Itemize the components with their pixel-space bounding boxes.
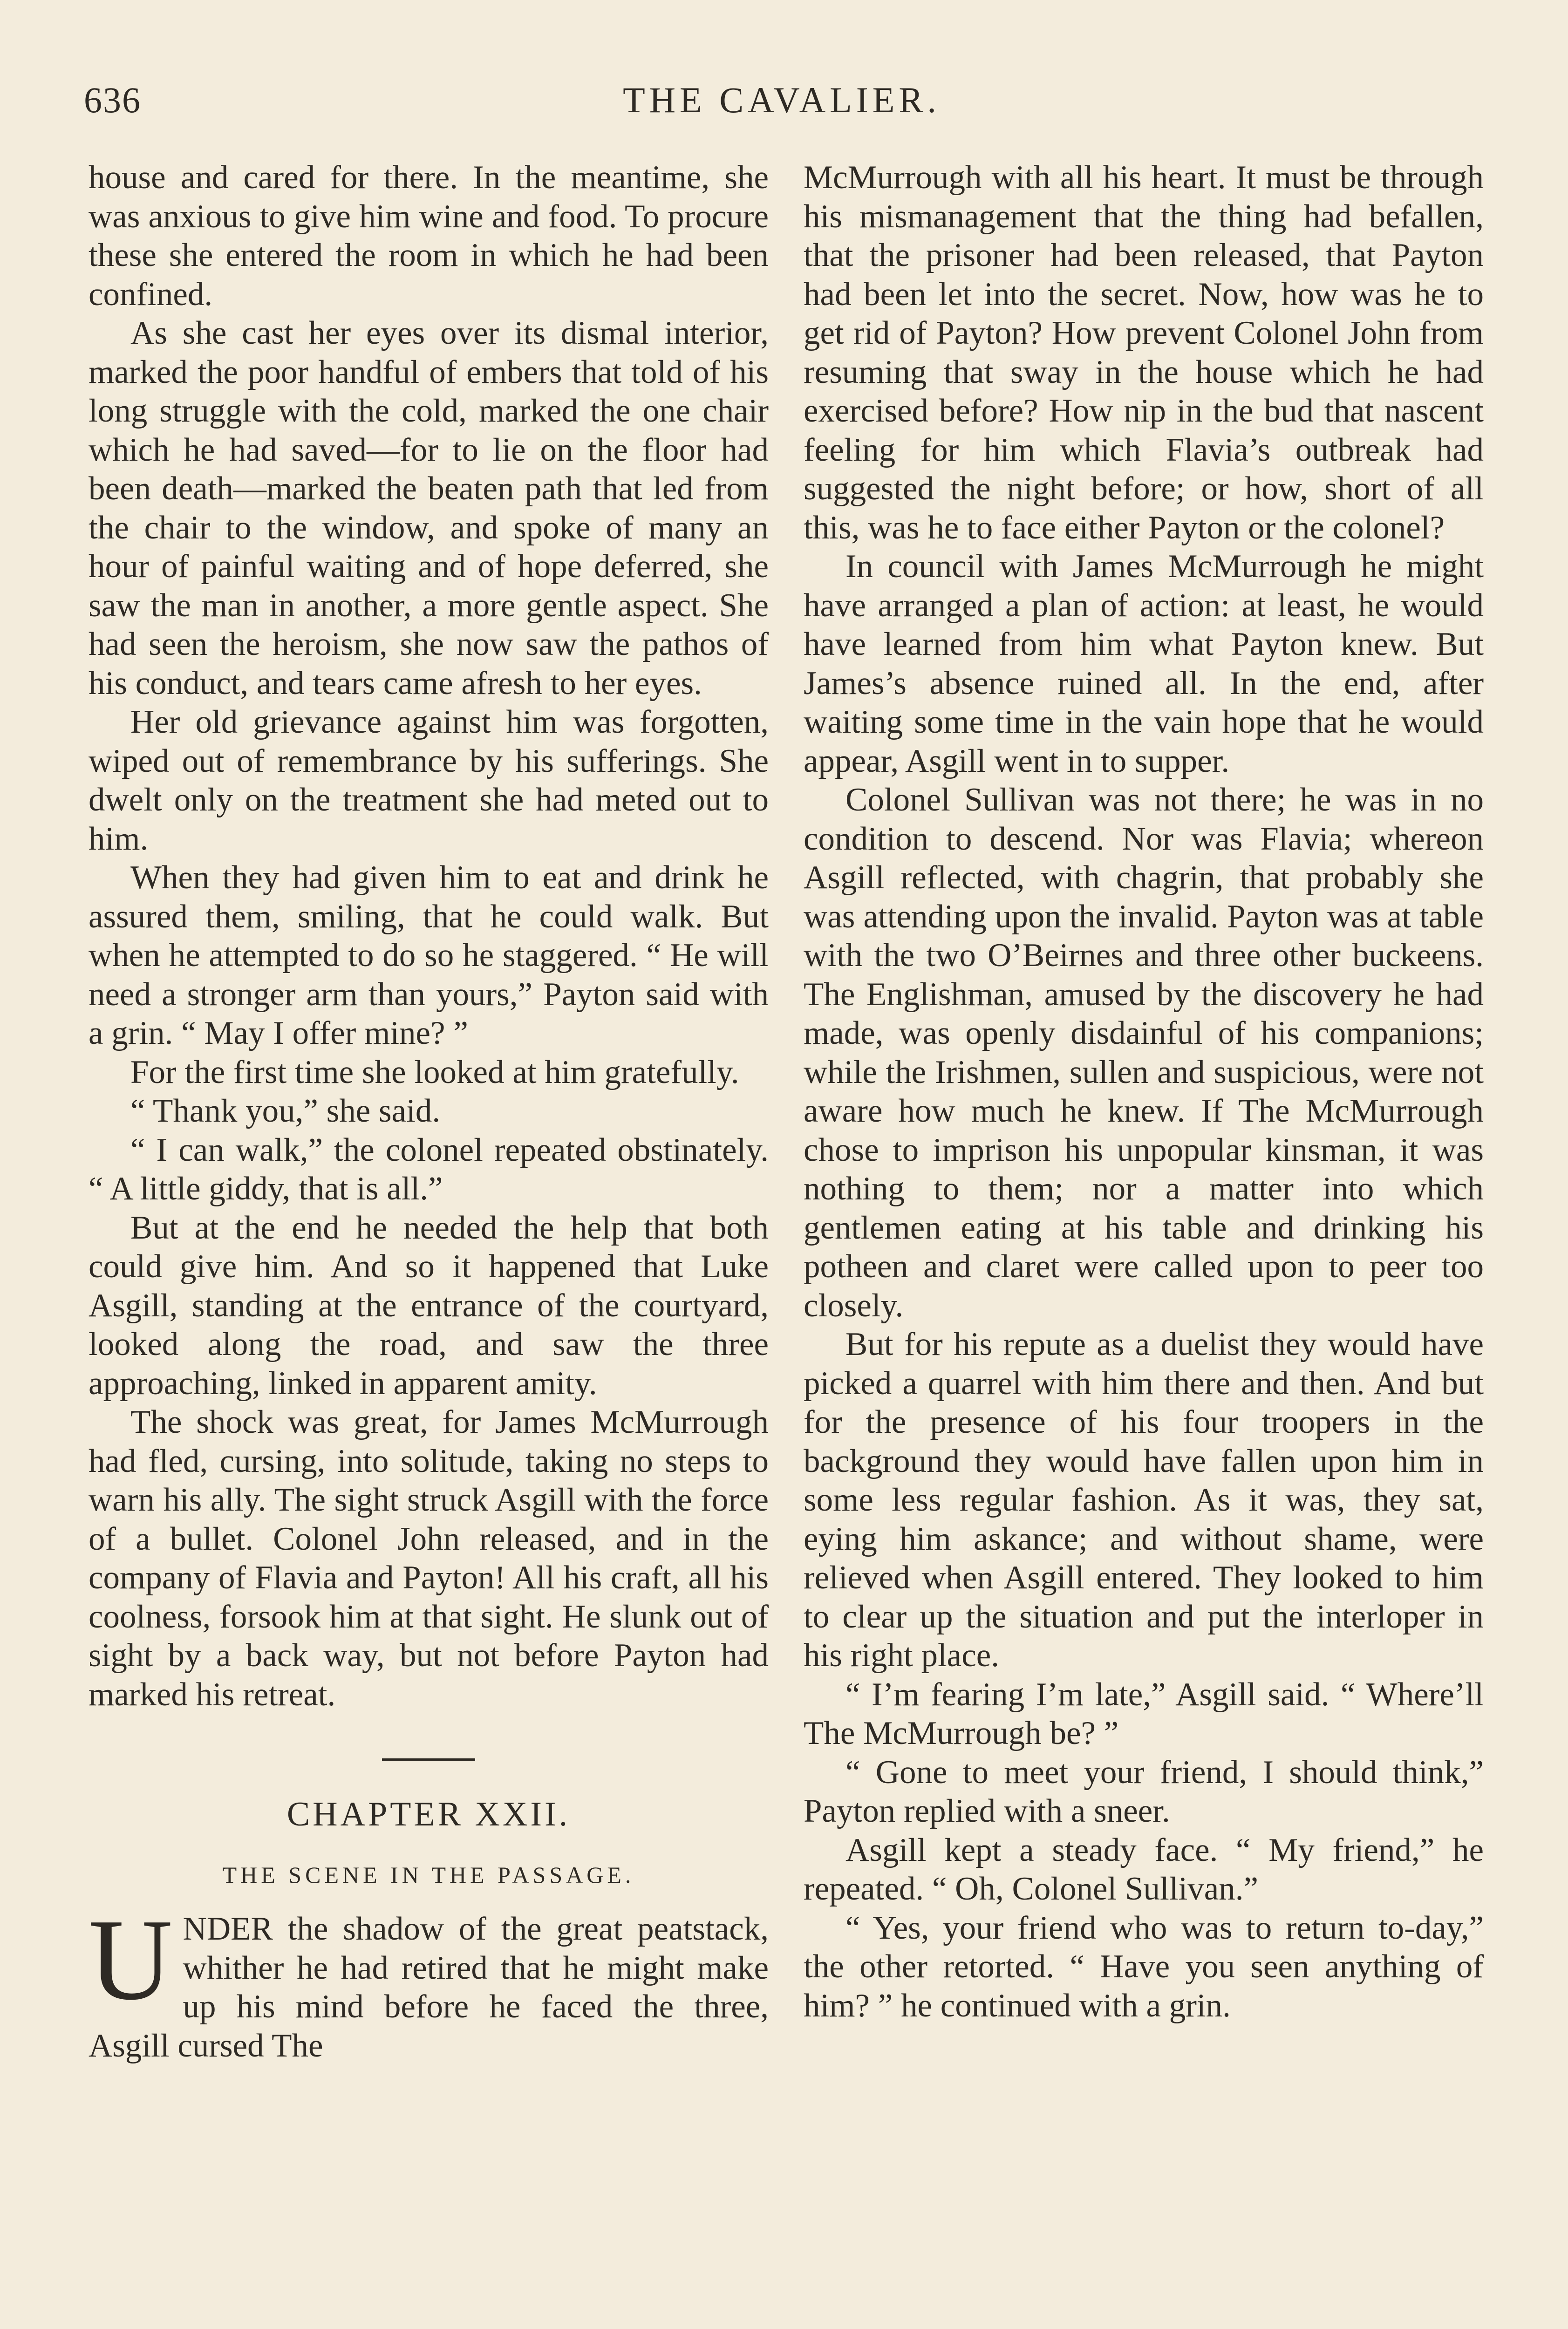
left-column <box>89 158 769 2065</box>
chapter-subtitle: THE SCENE IN THE PASSAGE. <box>222 1862 635 1888</box>
paragraph: For the first time she looked at him gratefully. <box>130 1054 739 1090</box>
paragraph: Her old grievance against him was forgotten, wiped out of remembrance by his sufferings. She dwelt only on the treatment she had meted out to him. <box>89 704 769 857</box>
paragraph: But for his repute as a duelist they would have picked a quarrel with him there and then. And but for the presence of his four troopers in the background they would have fallen upon him in some less regular fashion. As it was, they sat, eying him askance; and without shame, were relieved when Asgill entered. They looked to him to clear up the situation and put the interloper in his right place. <box>804 1326 1484 1674</box>
chapter-opening-paragraph <box>89 1895 769 2065</box>
right-column <box>804 158 1484 2025</box>
paragraph: house and cared for there. In the meantime, she was anxious to give him wine and food. To procure these she entered the room in which he had been confined. <box>89 159 769 313</box>
paragraph: But at the end he needed the help that both could give him. And so it happened that Luke Asgill, standing at the entrance of the courtyard, looked along the road, and saw the three approaching, linked in apparent amity. <box>89 1209 769 1402</box>
paragraph: “ I can walk,” the colonel repeated obstinately. “ A little giddy, that is all.” <box>89 1131 769 1207</box>
running-head: THE CAVALIER. <box>623 80 941 120</box>
paragraph: In council with James McMurrough he might have arranged a plan of action: at least, he would have learned from him what Payton knew. But James’s absence ruined all. In the end, after waiting some time in the vain hope that he would appear, Asgill went in to supper. <box>804 548 1484 779</box>
paragraph: “ Thank you,” she said. <box>130 1093 441 1129</box>
drop-cap: U <box>89 1895 173 2024</box>
paragraph: “ Yes, your friend who was to return to-day,” the other retorted. “ Have you seen anything of him? ” he continued with a grin. <box>804 1909 1484 2024</box>
section-divider <box>382 1758 475 1761</box>
paragraph: Asgill kept a steady face. “ My friend,” he repeated. “ Oh, Colonel Sullivan.” <box>804 1832 1484 1907</box>
paragraph: McMurrough with all his heart. It must be through his mismanagement that the thing had befallen, that the prisoner had been released, that Payton had been let into the secret. Now, how was he to get rid of Payton? How prevent Colonel John from resuming that sway in the house which he had exercised before? How nip in the bud that nascent feeling for him which Flavia’s outbreak had suggested the night before; or how, short of all this, was he to face either Payton or the colonel? <box>804 159 1484 546</box>
page-number: 636 <box>84 80 141 120</box>
page-header <box>84 79 1479 135</box>
paragraph: “ Gone to meet your friend, I should think,” Payton replied with a sneer. <box>804 1754 1484 1829</box>
paragraph: “ I’m fearing I’m late,” Asgill said. “ Where’ll The McMurrough be? ” <box>804 1676 1484 1751</box>
paragraph: When they had given him to eat and drink he assured them, smiling, that he could walk. But when he attempted to do so he staggered. “ He will need a stronger arm than yours,” Payton said with a grin. “ May I offer mine? ” <box>89 859 769 1051</box>
paragraph: As she cast her eyes over its dismal interior, marked the poor handful of embers that told of his long struggle with the cold, marked the one chair which he had saved—for to lie on the floor had been death—marked the beaten path that led from the chair to the window, and spoke of many an hour of painful waiting and of hope deferred, she saw the man in another, a more gentle aspect. She had seen the heroism, she now saw the pathos of his conduct, and tears came afresh to her eyes. <box>89 315 769 701</box>
paragraph: Colonel Sullivan was not there; he was in no condition to descend. Nor was Flavia; whereon Asgill reflected, with chagrin, that probably she was attending upon the invalid. Payton was at table with the two O’Beirnes and three other buckeens. The Englishman, amused by the discovery he had made, was openly disdainful of his companions; while the Irishmen, sullen and suspicious, were not aware how much he knew. If The McMurrough chose to imprison his unpopular kinsman, it was nothing to them; nor a matter into which gentlemen eating at his table and drinking his potheen and claret were called upon to peer too closely. <box>804 782 1484 1324</box>
chapter-heading <box>89 1758 769 1891</box>
opening-text: NDER the shadow of the great peatstack, whither he had retired that he might make up his mind before he faced the three, Asgill cursed The <box>89 1911 769 2064</box>
paragraph: The shock was great, for James McMurrough had fled, cursing, into solitude, taking no steps to warn his ally. The sight struck Asgill with the force of a bullet. Colonel John released, and in the company of Flavia and Payton! All his craft, all his coolness, forsook him at that sight. He slunk out of sight by a back way, but not before Payton had marked his retreat. <box>89 1404 769 1713</box>
chapter-title: CHAPTER XXII. <box>286 1795 571 1833</box>
